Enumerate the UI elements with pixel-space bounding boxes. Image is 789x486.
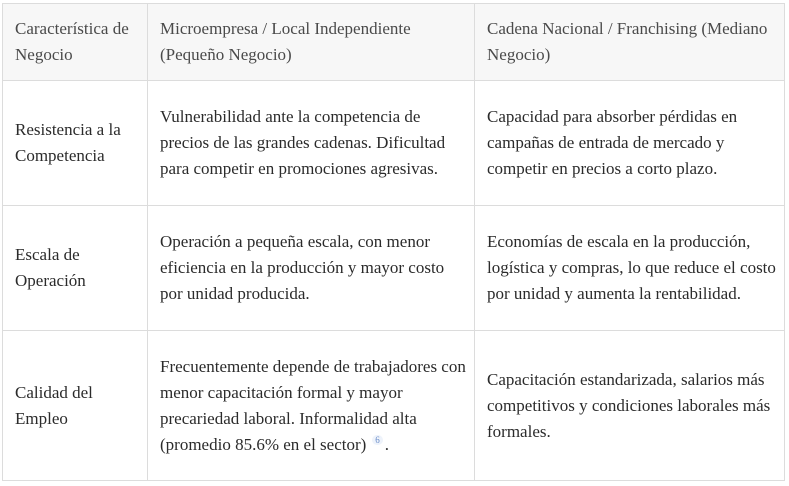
cell-small-business: Vulnerabilidad ante la competencia de precios de las grandes cadenas. Dificultad para competir en promociones agresivas. <box>148 81 475 206</box>
cell-medium-business: Capacitación estandarizada, salarios más competitivos y condiciones laborales más formales. <box>475 331 785 481</box>
citation-link[interactable]: 6 <box>372 435 383 445</box>
header-small-business: Microempresa / Local Independiente (Pequeño Negocio) <box>148 4 475 81</box>
cell-characteristic: Resistencia a la Competencia <box>3 81 148 206</box>
header-medium-business: Cadena Nacional / Franchising (Mediano Negocio) <box>475 4 785 81</box>
table-row <box>3 81 785 206</box>
cell-small-business-text: Frecuentemente depende de trabajadores con menor capacitación formal y mayor precariedad laboral. Informalidad alta (promedio 85.6% en el sector) <box>160 356 466 454</box>
cell-characteristic: Escala de Operación <box>3 206 148 331</box>
table-row <box>3 206 785 331</box>
cell-small-business-end: . <box>384 434 390 454</box>
comparison-table <box>2 3 785 481</box>
header-characteristic: Característica de Negocio <box>3 4 148 81</box>
cell-small-business <box>148 331 475 481</box>
cell-medium-business: Capacidad para absorber pérdidas en campañas de entrada de mercado y competir en precios a corto plazo. <box>475 81 785 206</box>
cell-medium-business: Economías de escala en la producción, logística y compras, lo que reduce el costo por unidad y aumenta la rentabilidad. <box>475 206 785 331</box>
header-row <box>3 4 785 81</box>
table-row <box>3 331 785 481</box>
cell-characteristic: Calidad del Empleo <box>3 331 148 481</box>
cell-small-business: Operación a pequeña escala, con menor eficiencia en la producción y mayor costo por unidad producida. <box>148 206 475 331</box>
